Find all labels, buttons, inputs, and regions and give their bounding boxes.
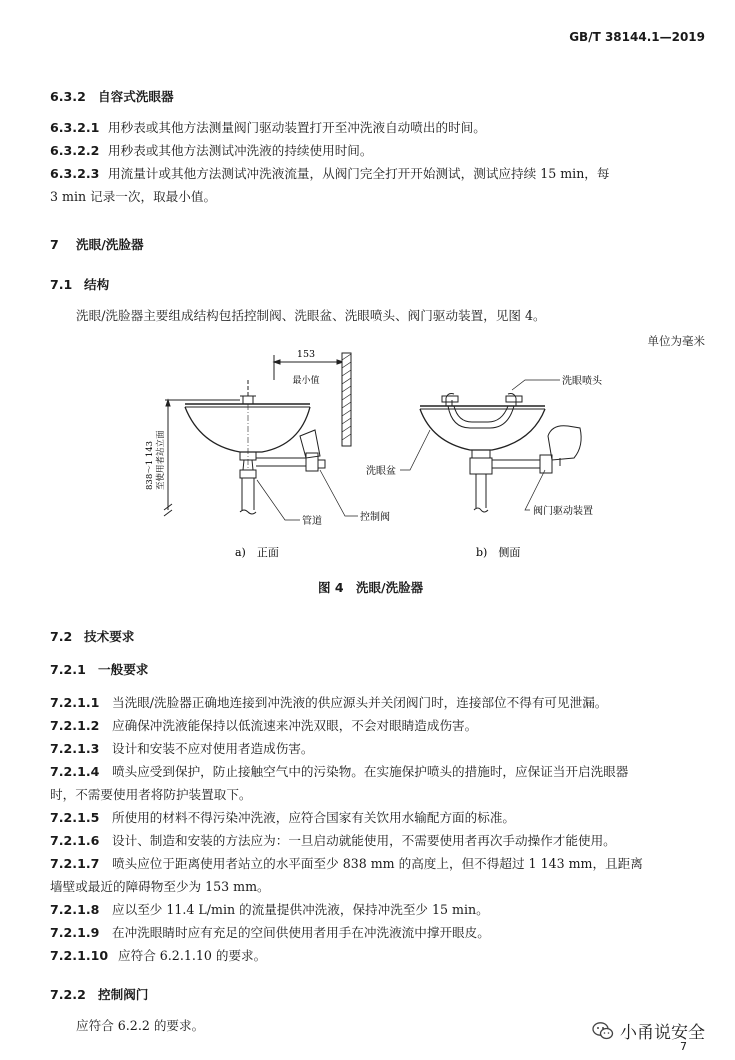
actuator-front [300, 430, 320, 458]
section-number: 7 [50, 237, 59, 252]
watermark-text: 小甬说安全 [620, 1023, 705, 1043]
actuator-side [548, 426, 581, 460]
unit-note: 单位为毫米 [647, 334, 705, 348]
clause-number: 7.2.1.2 [50, 718, 100, 733]
clause-number: 7.2.1.8 [50, 902, 100, 917]
clause-7-2-1-1 [50, 693, 607, 713]
nozzle-side-left [442, 396, 458, 402]
dim-arrow [274, 360, 280, 364]
watermark [592, 1018, 705, 1043]
clause-7-2-1-4-cont: 时，不需要使用者将防护装置取下。 [50, 787, 252, 802]
label-actuator: 阀门驱动装置 [533, 506, 593, 517]
clause-text: 设计、制造和安装的方法应为：一旦启动就能使用，不需要使用者再次手动操作才能使用。 [112, 833, 616, 848]
section-title: 一般要求 [98, 662, 149, 677]
bowl-side [420, 409, 545, 450]
clause-text: 用秒表或其他方法测试冲洗液的持续使用时间。 [108, 143, 373, 158]
section-number: 7.1 [50, 277, 73, 292]
leader-bowl [400, 430, 430, 470]
clause-text: 在冲洗眼睛时应有充足的空间供使用者用手在冲洗液流中撑开眼皮。 [112, 925, 490, 940]
bowl-front [185, 407, 310, 452]
label-control-valve: 控制阀 [360, 512, 390, 523]
clause-text: 喷头应位于距离使用者站立的水平面至少 838 mm 的高度上，但不得超过 1 143 mm，且距离 [112, 856, 643, 871]
clause-text: 喷头应受到保护，防止接触空气中的污染物。在实施保护喷头的措施时，应保证当开启洗眼器 [112, 764, 629, 779]
dim-height-note: 至使用者站立面 [156, 430, 166, 490]
clause-number: 7.2.1.4 [50, 764, 100, 779]
clause-text: 用秒表或其他方法测量阀门驱动装置打开至冲洗液自动喷出的时间。 [108, 120, 486, 135]
leader-valve [320, 470, 358, 516]
figure-4-drawing [0, 340, 735, 610]
clause-number: 7.2.1.1 [50, 695, 100, 710]
label-pipe: 管道 [302, 516, 322, 527]
subcaption-b: b) 侧面 [476, 546, 521, 559]
label-nozzle: 洗眼喷头 [562, 376, 602, 387]
clause-text: 用流量计或其他方法测试冲洗液流量，从阀门完全打开开始测试，测试应持续 15 min，每 [108, 166, 610, 181]
paragraph-7-2-2: 应符合 6.2.2 的要求。 [76, 1018, 205, 1033]
clause-7-2-1-9 [50, 923, 490, 943]
subcaption-a: a) 正面 [235, 546, 279, 559]
clause-6-3-2-2 [50, 141, 372, 161]
standard-number: GB/T 38144.1—2019 [569, 30, 705, 44]
clause-6-3-2-3 [50, 164, 610, 184]
nozzle-side-right [506, 396, 522, 402]
heading-7-2 [50, 626, 134, 645]
clause-number: 6.3.2.3 [50, 166, 100, 181]
leader-actuator [525, 470, 545, 510]
clause-number: 7.2.1.6 [50, 833, 100, 848]
clause-number: 7.2.1.10 [50, 948, 109, 963]
dim-153-label: 153 [296, 349, 316, 360]
leader-pipe [257, 480, 300, 520]
clause-number: 6.3.2.2 [50, 143, 100, 158]
wechat-icon [592, 1021, 614, 1041]
section-number: 7.2.2 [50, 987, 86, 1002]
section-title: 结构 [84, 277, 110, 292]
section-number: 7.2.1 [50, 662, 86, 677]
paragraph-7-1: 洗眼/洗脸器主要组成结构包括控制阀、洗眼盆、洗眼喷头、阀门驱动装置，见图 4。 [76, 308, 546, 323]
heading-7-2-1 [50, 659, 148, 678]
clause-text: 应以至少 11.4 L/min 的流量提供冲洗液，保持冲洗至少 15 min。 [112, 902, 489, 917]
clause-number: 7.2.1.7 [50, 856, 100, 871]
clause-text: 设计和安装不应对使用者造成伤害。 [112, 741, 314, 756]
clause-text: 当洗眼/洗脸器正确地连接到冲洗液的供应源头并关闭阀门时，连接部位不得有可见泄漏。 [112, 695, 608, 710]
clause-7-2-1-8 [50, 900, 489, 920]
dim-height-label: 838～1 143 [145, 440, 155, 490]
section-number: 6.3.2 [50, 89, 86, 104]
leader-nozzle [512, 380, 560, 390]
clause-6-3-2-3-cont: 3 min 记录一次，取最小值。 [50, 189, 217, 204]
clause-7-2-1-7 [50, 854, 643, 874]
page-number: 7 [680, 1040, 687, 1053]
section-number: 7.2 [50, 629, 73, 644]
clause-7-2-1-5 [50, 808, 515, 828]
figure-caption: 图 4 洗眼/洗脸器 [318, 580, 424, 595]
clause-7-2-1-7-cont: 墙壁或最近的障碍物至少为 153 mm。 [50, 879, 270, 894]
label-bowl: 洗眼盆 [366, 466, 396, 477]
clause-6-3-2-1 [50, 118, 486, 138]
clause-7-2-1-6 [50, 831, 616, 851]
heading-7-2-2 [50, 984, 148, 1003]
section-title: 自容式洗眼器 [98, 89, 174, 104]
clause-text: 应确保冲洗液能保持以低流速来冲洗双眼，不会对眼睛造成伤害。 [112, 718, 478, 733]
clause-7-2-1-10 [50, 946, 266, 966]
clause-text: 应符合 6.2.1.10 的要求。 [118, 948, 267, 963]
clause-7-2-1-3 [50, 739, 314, 759]
clause-text: 所使用的材料不得污染冲洗液，应符合国家有关饮用水输配方面的标准。 [112, 810, 515, 825]
clause-number: 7.2.1.3 [50, 741, 100, 756]
clause-number: 7.2.1.5 [50, 810, 100, 825]
clause-7-2-1-4 [50, 762, 628, 782]
heading-7-1 [50, 274, 109, 293]
section-title: 控制阀门 [98, 987, 149, 1002]
clause-number: 7.2.1.9 [50, 925, 100, 940]
dim-min-label: 最小值 [292, 376, 320, 386]
clause-number: 6.3.2.1 [50, 120, 100, 135]
clause-7-2-1-2 [50, 716, 477, 736]
section-title: 洗眼/洗脸器 [76, 237, 144, 252]
control-valve-body [306, 453, 318, 471]
heading-7 [50, 234, 144, 253]
heading-6-3-2 [50, 86, 174, 105]
nozzle-front [243, 396, 253, 404]
section-title: 技术要求 [84, 629, 135, 644]
